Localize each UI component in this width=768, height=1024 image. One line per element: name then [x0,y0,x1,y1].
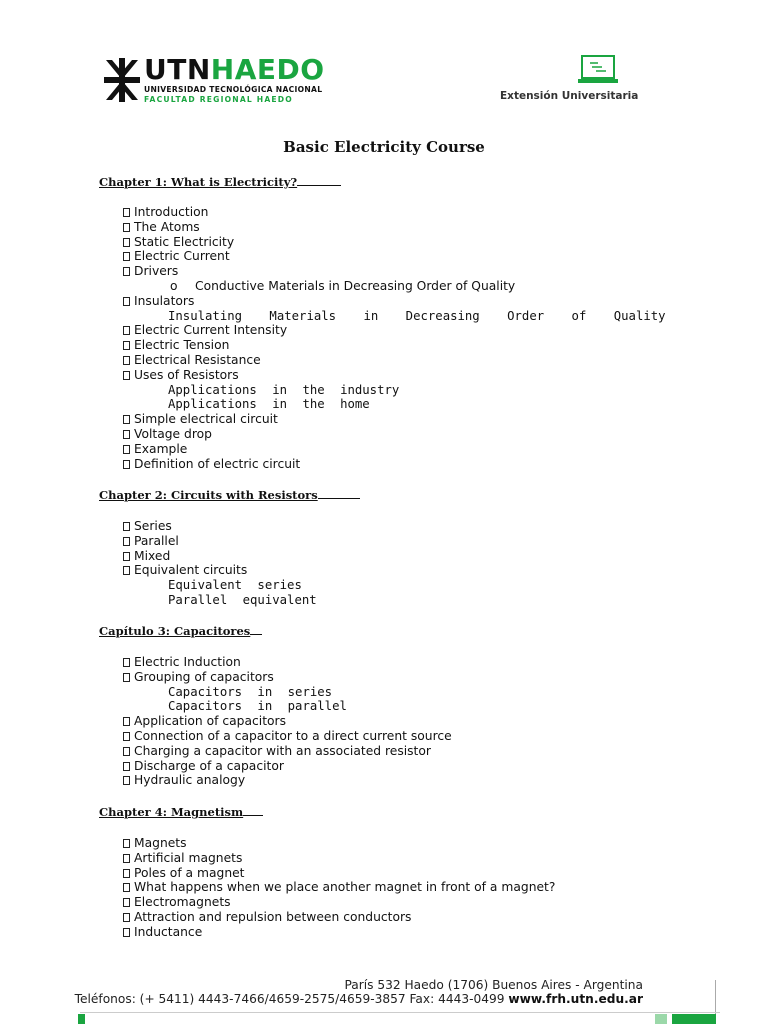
chapter-4-heading [99,805,263,819]
checkbox-icon [123,460,130,469]
list-item: Series [123,519,317,534]
checkbox-icon [123,341,130,350]
list-item: Simple electrical circuit [123,412,666,427]
list-item: Attraction and repulsion between conductors [123,910,555,925]
faculty-name: FACULTAD REGIONAL HAEDO [144,95,293,104]
utn-word: UTN [144,53,211,86]
checkbox-icon [123,297,130,306]
list-item: What happens when we place another magnet in front of a magnet? [123,880,555,895]
chapter-1-list [123,205,666,471]
chapter-4-list [123,836,555,940]
list-item: Equivalent circuits [123,563,317,578]
page-footer [0,970,768,1024]
checkbox-icon [123,673,130,682]
list-item: Insulators [123,294,666,309]
checkbox-icon [123,717,130,726]
checkbox-icon [123,566,130,575]
checkbox-icon [123,732,130,741]
checkbox-icon [123,267,130,276]
list-item: Static Electricity [123,235,666,250]
list-item: Electric Current [123,249,666,264]
list-item: Definition of electric circuit [123,457,666,472]
checkbox-icon [123,223,130,232]
laptop-icon [578,55,618,85]
chapter-3-heading [99,624,262,638]
sub-list-item: Applications in the industry [168,382,400,397]
list-item: Drivers [123,264,666,279]
footer-accent-left [78,1014,85,1024]
list-item: Poles of a magnet [123,866,555,881]
list-item: Electric Tension [123,338,666,353]
chapter-2-list [123,519,317,608]
page-header [0,0,768,120]
list-item: Inductance [123,925,555,940]
chapter-3-list [123,655,452,788]
checkbox-icon [123,898,130,907]
chapter-heading-text: Chapter 1: What is Electricity? [99,175,298,189]
list-item: Electromagnets [123,895,555,910]
list-item: Parallel [123,534,317,549]
chapter-1-heading [99,175,341,189]
sub-list-item: Parallel equivalent [168,592,317,607]
checkbox-icon [123,747,130,756]
checkbox-icon [123,776,130,785]
checkbox-icon [123,326,130,335]
list-item: Charging a capacitor with an associated resistor [123,744,452,759]
checkbox-icon [123,356,130,365]
underline-fill [297,175,341,186]
checkbox-icon [123,928,130,937]
underline-fill [243,805,263,816]
list-item: Introduction [123,205,666,220]
haedo-word: HAEDO [210,53,325,86]
list-item: Application of capacitors [123,714,452,729]
bullet-o-icon: o [170,278,178,293]
list-item: Grouping of capacitors [123,670,452,685]
footer-website[interactable]: www.frh.utn.edu.ar [508,992,643,1006]
footer-address: París 532 Haedo (1706) Buenos Aires - Argentina [344,978,643,992]
list-item: Voltage drop [123,427,666,442]
footer-rule [80,1012,720,1013]
checkbox-icon [123,430,130,439]
list-item: Uses of Resistors [123,368,666,383]
list-item: Connection of a capacitor to a direct current source [123,729,452,744]
checkbox-icon [123,238,130,247]
footer-phones: Teléfonos: (+ 5411) 4443-7466/4659-2575/4659-3857 Fax: 4443-0499 [74,992,505,1006]
sub-list-item: Capacitors in series [168,684,333,699]
checkbox-icon [123,415,130,424]
list-item: Electrical Resistance [123,353,666,368]
footer-accent-right [672,1014,716,1024]
checkbox-icon [123,913,130,922]
chapter-heading-text: Chapter 4: Magnetism [99,805,244,819]
sub-list-item: Applications in the home [168,397,370,412]
checkbox-icon [123,854,130,863]
document-title: Basic Electricity Course [283,138,485,156]
sub-list-item: Capacitors in parallel [168,699,347,714]
footer-contact [75,992,643,1006]
list-item: Example [123,442,666,457]
list-item: Electric Current Intensity [123,323,666,338]
checkbox-icon [123,869,130,878]
underline-fill [250,624,262,635]
utn-emblem-icon [104,58,140,102]
checkbox-icon [123,208,130,217]
utn-haedo-wordmark [144,54,325,86]
list-item: Discharge of a capacitor [123,759,452,774]
underline-fill [318,488,360,499]
list-item: Magnets [123,836,555,851]
checkbox-icon [123,839,130,848]
university-name: UNIVERSIDAD TECNOLÓGICA NACIONAL [144,85,323,94]
sub-list-item: Equivalent series [168,578,302,593]
checkbox-icon [123,658,130,667]
footer-accent-light [655,1014,667,1024]
chapter-2-heading [99,488,360,502]
list-item: The Atoms [123,220,666,235]
list-item: Hydraulic analogy [123,773,452,788]
checkbox-icon [123,552,130,561]
checkbox-icon [123,371,130,380]
sub-list-item: o Conductive Materials in Decreasing Order of Quality [170,278,516,293]
checkbox-icon [123,762,130,771]
list-item: Artificial magnets [123,851,555,866]
chapter-heading-text: Chapter 2: Circuits with Resistors [99,488,318,502]
sub-list-item: Insulating Materials in Decreasing Order of Quality [168,308,666,323]
list-item: Electric Induction [123,655,452,670]
checkbox-icon [123,252,130,261]
checkbox-icon [123,522,130,531]
checkbox-icon [123,537,130,546]
list-item: Mixed [123,549,317,564]
checkbox-icon [123,883,130,892]
extension-label: Extensión Universitaria [500,90,639,102]
checkbox-icon [123,445,130,454]
extension-logo [498,55,639,105]
chapter-heading-text: Capítulo 3: Capacitores [99,624,251,638]
